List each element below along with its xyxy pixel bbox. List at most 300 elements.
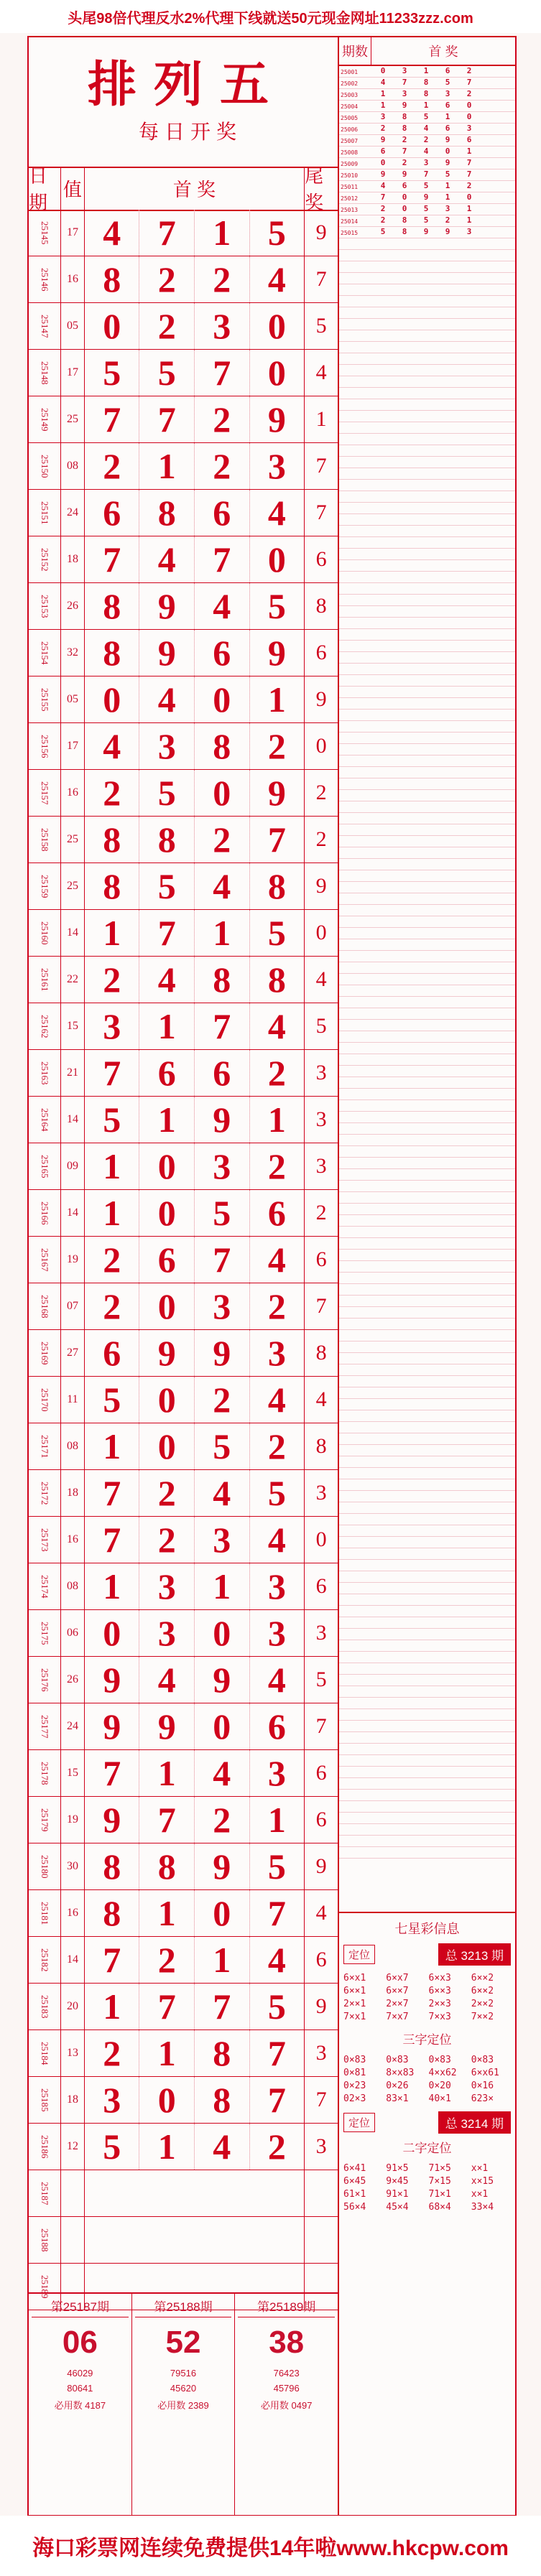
row-tail: 1	[315, 407, 327, 431]
row-digit: 7	[85, 536, 140, 582]
info-code: 45×4	[386, 2202, 409, 2213]
row-digit: 4	[139, 957, 195, 1003]
row-digits	[85, 1050, 305, 1096]
row-issue: 25187	[29, 2170, 61, 2216]
row-digit: 1	[139, 1097, 195, 1143]
row-digit: 4	[85, 210, 140, 256]
row-digit: 7	[267, 2033, 286, 2073]
row-digit: 6	[85, 1330, 140, 1376]
row-value: 17	[61, 723, 85, 769]
history-issue: 25015	[341, 229, 359, 236]
result-row	[29, 583, 338, 630]
row-value: 18	[61, 1470, 85, 1516]
history-row	[339, 135, 515, 147]
row-value: 25	[61, 817, 85, 862]
result-row	[29, 1984, 338, 2030]
row-tail: 9	[315, 220, 327, 244]
result-row	[29, 1797, 338, 1843]
row-value: 14	[61, 1190, 85, 1236]
row-issue: 25183	[29, 1984, 61, 2029]
row-digit: 4	[267, 1240, 286, 1280]
row-issue: 25186	[29, 2124, 61, 2170]
row-tail: 6	[315, 1574, 327, 1598]
row-digit: 5	[139, 863, 195, 909]
row-digit: 3	[267, 1566, 286, 1606]
history-issue: 25002	[341, 80, 359, 87]
info-code: 0×20	[428, 2080, 451, 2091]
row-value: 25	[61, 863, 85, 909]
history-digit: 9	[445, 135, 450, 144]
row-digit: 8	[85, 630, 140, 676]
history-row	[339, 169, 515, 181]
row-digit: 7	[85, 396, 140, 442]
row-digit: 9	[267, 773, 286, 813]
history-digit: 1	[380, 89, 386, 98]
info-code: 6×x3	[428, 1973, 451, 1984]
row-tail: 9	[315, 874, 327, 898]
row-digit: 1	[139, 1750, 195, 1796]
issue-bar: 总 3214 期	[438, 2111, 511, 2134]
row-digit: 4	[267, 493, 286, 533]
row-digit: 0	[85, 1610, 140, 1656]
history-digit: 1	[445, 181, 450, 190]
results-panel	[29, 37, 339, 2515]
row-digit: 1	[267, 1800, 286, 1840]
history-digit: 2	[380, 215, 386, 225]
result-row	[29, 256, 338, 303]
row-digit: 5	[195, 1423, 250, 1469]
row-digit: 9	[139, 1330, 195, 1376]
row-value: 25	[61, 396, 85, 442]
info-code: x×15	[471, 2176, 494, 2187]
info-code: 0×83	[428, 2055, 451, 2065]
row-issue: 25173	[29, 1517, 61, 1563]
history-list	[339, 66, 515, 1861]
row-digit: 3	[195, 1283, 250, 1329]
history-digit: 9	[445, 158, 450, 167]
history-digit: 2	[466, 181, 472, 190]
forecast-big: 52	[165, 2325, 201, 2360]
row-value: 14	[61, 910, 85, 956]
history-digit: 8	[423, 89, 429, 98]
history-digit: 1	[466, 215, 472, 225]
row-digits	[85, 676, 305, 722]
row-digits	[85, 583, 305, 629]
row-issue: 25166	[29, 1190, 61, 1236]
row-digits	[85, 770, 305, 816]
result-row	[29, 303, 338, 350]
result-row	[29, 1377, 338, 1423]
info-code: 8×x83	[386, 2068, 415, 2078]
history-header-main: 首 奖	[428, 45, 458, 59]
result-row	[29, 1330, 338, 1377]
row-digit: 0	[85, 676, 140, 722]
row-digits	[85, 1283, 305, 1329]
history-digit: 8	[402, 112, 407, 121]
row-value: 16	[61, 1517, 85, 1563]
info-code: 6×41	[343, 2163, 366, 2174]
history-issue: 25013	[341, 206, 359, 213]
history-digit: 7	[423, 169, 429, 179]
results-rows	[29, 210, 338, 2310]
row-digits	[85, 863, 305, 909]
row-value: 12	[61, 2124, 85, 2170]
row-digit: 0	[195, 1703, 250, 1749]
info-code: 6×x61	[471, 2068, 499, 2078]
result-row	[29, 1610, 338, 1657]
row-digit: 2	[195, 1797, 250, 1843]
row-tail: 5	[315, 314, 327, 338]
result-row	[29, 676, 338, 723]
row-digits	[85, 1843, 305, 1889]
row-tail: 3	[315, 1154, 327, 1178]
row-digits	[85, 350, 305, 396]
row-digits	[85, 1423, 305, 1469]
row-digit: 8	[195, 957, 250, 1003]
history-digit: 9	[402, 169, 407, 179]
history-digit: 5	[380, 227, 386, 236]
forecast-cell	[235, 2294, 338, 2516]
result-row	[29, 1143, 338, 1190]
dingwei-tag: 定位	[343, 2113, 375, 2132]
history-digit: 2	[380, 124, 386, 133]
result-row	[29, 1003, 338, 1050]
row-digit: 8	[85, 256, 140, 302]
row-digits	[85, 957, 305, 1003]
row-issue: 25176	[29, 1657, 61, 1703]
row-tail: 7	[315, 1294, 327, 1318]
row-digit: 1	[85, 1423, 140, 1469]
row-digits	[85, 1703, 305, 1749]
row-tail: 3	[315, 2041, 327, 2065]
top-banner: 头尾98倍代理反水2%代理下线就送50元现金网址11233zzz.com	[0, 0, 541, 33]
row-tail: 2	[315, 781, 327, 804]
row-digit: 5	[267, 213, 286, 253]
info-code: 2××1	[343, 1999, 366, 2009]
row-digit: 2	[139, 256, 195, 302]
row-digit: 7	[85, 1517, 140, 1563]
info-grid-c	[339, 2160, 515, 2215]
row-tail: 3	[315, 1481, 327, 1505]
row-digit: 8	[195, 723, 250, 769]
row-digit: 3	[139, 723, 195, 769]
forecast-panel	[29, 2292, 338, 2516]
row-tail: 4	[315, 361, 327, 384]
row-digits	[85, 1563, 305, 1609]
row-digit: 2	[267, 2126, 286, 2167]
info-code: 91×5	[386, 2163, 409, 2174]
row-tail: 7	[315, 454, 327, 478]
result-row	[29, 1937, 338, 1984]
history-digit: 6	[445, 66, 450, 75]
row-digits	[85, 443, 305, 489]
row-tail: 6	[315, 1761, 327, 1785]
row-digit: 0	[139, 1423, 195, 1469]
forecast-head: 第25189期	[238, 2297, 335, 2317]
info-code: 2××3	[428, 1999, 451, 2009]
history-digit: 0	[380, 158, 386, 167]
result-row	[29, 910, 338, 957]
history-digit: 9	[402, 101, 407, 110]
row-digits	[85, 2217, 305, 2263]
row-digit: 1	[139, 1890, 195, 1936]
history-row	[339, 227, 515, 238]
info-code: 9×45	[386, 2176, 409, 2187]
row-value: 24	[61, 490, 85, 536]
row-digit: 0	[267, 306, 286, 346]
history-issue: 25003	[341, 91, 359, 98]
row-digits	[85, 1003, 305, 1049]
row-value: 08	[61, 1423, 85, 1469]
row-digit: 3	[85, 1003, 140, 1049]
history-digit: 6	[466, 135, 472, 144]
row-digits	[85, 1517, 305, 1563]
row-digits	[85, 1330, 305, 1376]
history-row	[339, 192, 515, 204]
row-value	[61, 2217, 85, 2263]
header-tail: 尾奖	[305, 165, 324, 213]
row-digit: 9	[267, 633, 286, 673]
row-digits	[85, 1470, 305, 1516]
row-digit: 2	[85, 957, 140, 1003]
row-digit: 6	[139, 1050, 195, 1096]
row-digit: 7	[85, 1050, 140, 1096]
row-digit: 8	[85, 1890, 140, 1936]
row-digit: 6	[195, 1050, 250, 1096]
dingwei-tag: 定位	[343, 1945, 375, 1964]
result-row	[29, 396, 338, 443]
row-digit: 0	[139, 1283, 195, 1329]
history-digit: 7	[380, 192, 386, 202]
row-digit: 9	[267, 399, 286, 440]
row-digit: 0	[85, 303, 140, 349]
forecast-line: 76423	[273, 2368, 300, 2379]
row-digit: 1	[139, 443, 195, 489]
forecast-line: 必用数 2389	[157, 2400, 209, 2411]
row-digit: 1	[139, 1003, 195, 1049]
history-digit: 8	[402, 215, 407, 225]
info-code: 6××7	[386, 1986, 409, 1996]
history-digit: 4	[423, 147, 429, 156]
row-digit: 1	[195, 210, 250, 256]
row-digit: 0	[139, 1143, 195, 1189]
history-digit: 5	[423, 215, 429, 225]
info-code: 4×x62	[428, 2068, 457, 2078]
row-value: 07	[61, 1283, 85, 1329]
result-row	[29, 863, 338, 910]
row-value: 14	[61, 1097, 85, 1143]
row-tail: 3	[315, 1621, 327, 1645]
row-digit: 2	[267, 1286, 286, 1326]
info-code: 71×5	[428, 2163, 451, 2174]
row-value: 17	[61, 350, 85, 396]
row-issue: 25182	[29, 1937, 61, 1983]
row-digits	[85, 2030, 305, 2076]
row-tail: 7	[315, 501, 327, 524]
row-digit: 7	[195, 1984, 250, 2029]
row-value: 19	[61, 1797, 85, 1843]
row-value: 19	[61, 1237, 85, 1283]
row-digit: 9	[85, 1703, 140, 1749]
info-code: 0×23	[343, 2080, 366, 2091]
result-row	[29, 770, 338, 817]
row-tail: 6	[315, 641, 327, 664]
row-digit: 1	[139, 2030, 195, 2076]
row-value: 09	[61, 1143, 85, 1189]
result-row	[29, 443, 338, 490]
row-issue: 25157	[29, 770, 61, 816]
history-issue: 25007	[341, 137, 359, 144]
row-value: 06	[61, 1610, 85, 1656]
row-digit: 7	[139, 910, 195, 956]
history-row	[339, 112, 515, 124]
history-digit: 3	[402, 89, 407, 98]
row-tail: 2	[315, 827, 327, 851]
row-issue: 25164	[29, 1097, 61, 1143]
row-digit: 0	[139, 1190, 195, 1236]
info-code: 56×4	[343, 2202, 366, 2213]
row-tail: 0	[315, 1528, 327, 1551]
row-value: 30	[61, 1843, 85, 1889]
title-box	[29, 37, 338, 168]
history-digit: 1	[445, 112, 450, 121]
row-digits	[85, 1750, 305, 1796]
section-title: 三字定位	[402, 2033, 452, 2047]
history-issue: 25004	[341, 103, 359, 110]
row-digit: 7	[85, 1750, 140, 1796]
row-value: 26	[61, 1657, 85, 1703]
info-code: 623×	[471, 2093, 494, 2104]
row-issue: 25170	[29, 1377, 61, 1423]
row-digits	[85, 256, 305, 302]
row-value: 13	[61, 2030, 85, 2076]
row-digit: 2	[195, 443, 250, 489]
history-digit: 0	[402, 204, 407, 213]
history-digit: 5	[445, 78, 450, 87]
result-row	[29, 817, 338, 863]
history-digit: 6	[445, 101, 450, 110]
history-digit: 0	[466, 112, 472, 121]
forecast-big: 06	[62, 2325, 98, 2360]
info-code: 7×x3	[428, 2012, 451, 2022]
row-digit: 4	[267, 1940, 286, 1980]
row-digit: 2	[139, 1517, 195, 1563]
row-digit: 7	[139, 210, 195, 256]
history-digit: 1	[445, 192, 450, 202]
row-issue: 25171	[29, 1423, 61, 1469]
row-issue: 25168	[29, 1283, 61, 1329]
row-digit: 5	[195, 1190, 250, 1236]
info-code: 2××7	[386, 1999, 409, 2009]
history-digit: 7	[466, 158, 472, 167]
row-issue: 25163	[29, 1050, 61, 1096]
history-row	[339, 124, 515, 135]
info-code: 71×1	[428, 2189, 451, 2200]
row-digits	[85, 817, 305, 862]
row-digits	[85, 2077, 305, 2123]
result-row	[29, 1470, 338, 1517]
result-row	[29, 1423, 338, 1470]
row-digit: 7	[195, 1003, 250, 1049]
row-digit: 8	[85, 817, 140, 862]
info-box	[339, 1912, 515, 2516]
row-tail: 4	[315, 1387, 327, 1411]
history-digit: 3	[380, 112, 386, 121]
row-tail: 6	[315, 1808, 327, 1831]
info-code: 2××2	[471, 1999, 494, 2009]
header-main: 首 奖	[85, 167, 305, 210]
forecast-line: 必用数 0497	[260, 2400, 313, 2411]
row-digit: 7	[139, 1797, 195, 1843]
row-digit: 9	[85, 1797, 140, 1843]
info-code: 61×1	[343, 2189, 366, 2200]
row-value: 20	[61, 1984, 85, 2029]
info-code: 0×81	[343, 2068, 366, 2078]
result-row-empty	[29, 2217, 338, 2264]
row-value: 11	[61, 1377, 85, 1423]
info-code: 6×x1	[343, 1973, 366, 1984]
row-digit: 6	[195, 490, 250, 536]
row-issue: 25149	[29, 396, 61, 442]
row-issue: 25162	[29, 1003, 61, 1049]
result-row	[29, 1703, 338, 1750]
forecast-line: 必用数 4187	[54, 2400, 106, 2411]
forecast-line: 46029	[67, 2368, 93, 2379]
row-digit: 7	[267, 1893, 286, 1933]
history-issue: 25001	[341, 68, 359, 75]
history-digit: 0	[380, 66, 386, 75]
row-digit: 4	[85, 723, 140, 769]
history-digit: 1	[423, 101, 429, 110]
row-digit: 3	[195, 1143, 250, 1189]
row-digits	[85, 1797, 305, 1843]
row-issue: 25161	[29, 957, 61, 1003]
header-value: 值	[61, 167, 85, 210]
result-row	[29, 1237, 338, 1283]
history-digit: 1	[423, 66, 429, 75]
info-code: 0×83	[386, 2055, 409, 2065]
history-issue: 25010	[341, 172, 359, 179]
info-grid-a	[339, 1970, 515, 2025]
row-digit: 4	[267, 1006, 286, 1046]
row-digit: 2	[195, 396, 250, 442]
history-digit: 1	[380, 101, 386, 110]
row-issue: 25154	[29, 630, 61, 676]
row-digit: 5	[85, 350, 140, 396]
row-issue: 25165	[29, 1143, 61, 1189]
history-digit: 0	[402, 192, 407, 202]
history-digit: 5	[423, 112, 429, 121]
info-code: 6××2	[471, 1973, 494, 1984]
info-code: x×1	[471, 2189, 489, 2200]
row-digit: 1	[85, 1984, 140, 2029]
result-row	[29, 2077, 338, 2124]
row-digit: 4	[195, 863, 250, 909]
row-tail: 9	[315, 687, 327, 711]
history-digit: 9	[423, 227, 429, 236]
history-digit: 6	[402, 181, 407, 190]
row-issue: 25147	[29, 303, 61, 349]
history-issue: 25012	[341, 195, 359, 202]
row-tail: 7	[315, 1714, 327, 1738]
row-value: 21	[61, 1050, 85, 1096]
row-issue: 25153	[29, 583, 61, 629]
row-digit: 3	[195, 1517, 250, 1563]
row-digit: 2	[85, 443, 140, 489]
row-digit: 9	[139, 583, 195, 629]
row-issue: 25167	[29, 1237, 61, 1283]
row-digit: 1	[267, 1099, 286, 1140]
